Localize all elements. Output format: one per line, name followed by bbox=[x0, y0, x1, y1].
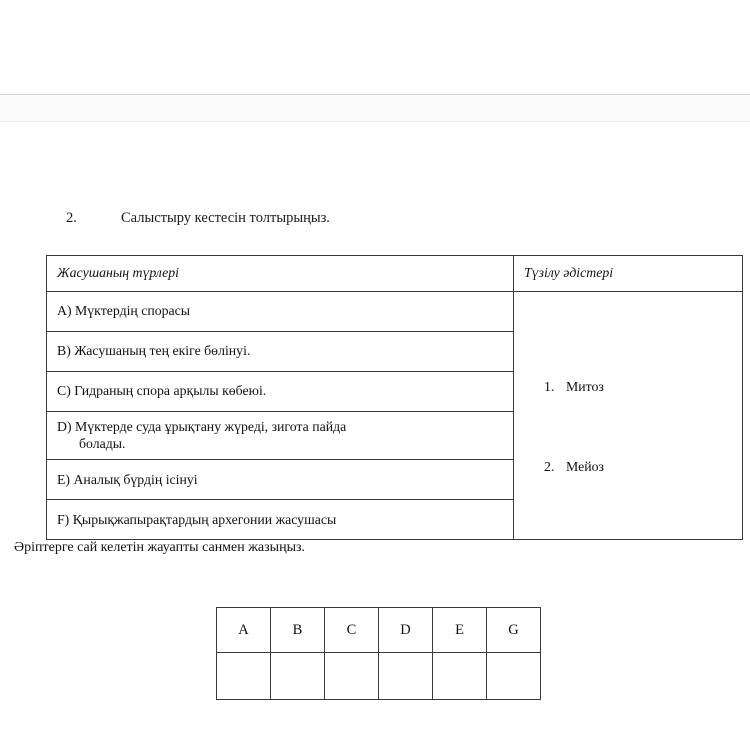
answer-letter-g: G bbox=[487, 608, 541, 653]
secondary-band bbox=[0, 95, 750, 122]
method-label-2: Мейоз bbox=[566, 459, 604, 474]
answer-letter-e: E bbox=[433, 608, 487, 653]
answer-value-d[interactable] bbox=[379, 653, 433, 700]
question-line bbox=[66, 210, 686, 227]
method-item-2 bbox=[544, 458, 604, 475]
answer-letter-d: D bbox=[379, 608, 433, 653]
question-number: 2. bbox=[66, 210, 77, 226]
method-item-1 bbox=[544, 378, 604, 395]
answer-table bbox=[216, 607, 541, 700]
option-d-continuation: болады. bbox=[79, 436, 126, 452]
table-header-row bbox=[47, 256, 743, 292]
option-f: F) Қырықжапырақтардың архегонии жасушасы bbox=[47, 500, 514, 540]
instruction-text: Әріптерге сай келетін жауапты санмен жазыңыз. bbox=[14, 540, 305, 555]
option-d-text: D) Мүктерде суда ұрықтану жүреді, зигота пайда bbox=[57, 419, 347, 434]
answer-letter-a: A bbox=[217, 608, 271, 653]
option-a: A) Мүктердің спорасы bbox=[47, 292, 514, 332]
answer-letter-c: C bbox=[325, 608, 379, 653]
answer-value-c[interactable] bbox=[325, 653, 379, 700]
option-b: B) Жасушаның тең екіге бөлінуі. bbox=[47, 332, 514, 372]
answer-letters-row bbox=[217, 608, 541, 653]
question-text: Салыстыру кестесін толтырыңыз. bbox=[121, 210, 330, 226]
comparison-table bbox=[46, 255, 743, 540]
answer-value-g[interactable] bbox=[487, 653, 541, 700]
answer-value-a[interactable] bbox=[217, 653, 271, 700]
page-top-band bbox=[0, 0, 750, 94]
method-label-1: Митоз bbox=[566, 379, 604, 394]
methods-cell bbox=[514, 292, 743, 540]
method-number-2: 2. bbox=[544, 459, 555, 474]
answer-letter-b: B bbox=[271, 608, 325, 653]
option-d bbox=[47, 412, 514, 460]
option-c: C) Гидраның спора арқылы көбеюі. bbox=[47, 372, 514, 412]
answer-value-b[interactable] bbox=[271, 653, 325, 700]
header-cell-formation-methods: Түзілу әдістері bbox=[514, 256, 743, 292]
answer-values-row bbox=[217, 653, 541, 700]
header-cell-cell-types: Жасушаның түрлері bbox=[47, 256, 514, 292]
method-number-1: 1. bbox=[544, 379, 555, 394]
option-e: E) Аналық бүрдің ісінуі bbox=[47, 460, 514, 500]
answer-value-e[interactable] bbox=[433, 653, 487, 700]
table-row bbox=[47, 292, 743, 332]
